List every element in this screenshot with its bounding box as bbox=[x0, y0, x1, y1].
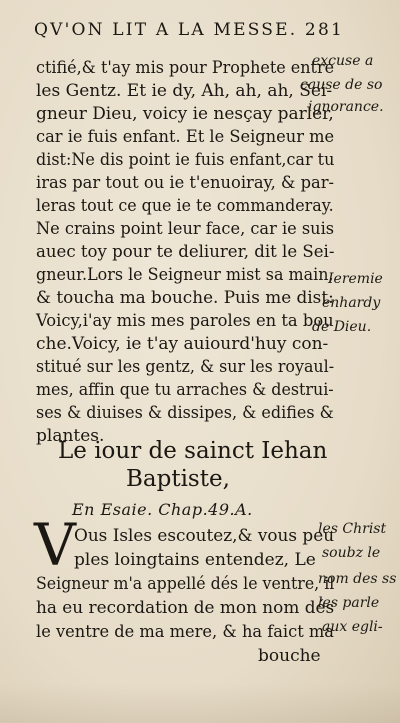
text-line: car ie fuis enfant. Et le Seigneur me bbox=[36, 127, 335, 147]
text-line: ctifié,& t'ay mis pour Prophete entre bbox=[36, 58, 335, 78]
section-heading-cont: Baptiste, bbox=[126, 466, 230, 492]
margin-note: aux egli- bbox=[322, 619, 383, 635]
margin-note: ignorance. bbox=[308, 99, 384, 115]
margin-note: les parle bbox=[318, 595, 380, 611]
text-line: gneur Dieu, voicy ie nesçay parler, bbox=[36, 104, 334, 124]
text-line: iras par tout ou ie t'enuoiray, & par- bbox=[36, 173, 335, 193]
text-line: dist:Ne dis point ie fuis enfant,car tu bbox=[36, 150, 335, 170]
text-line: che.Voicy, ie t'ay auiourd'huy con- bbox=[36, 334, 329, 354]
text-line: les Gentz. Et ie dy, Ah, ah, ah, Sei- bbox=[36, 81, 333, 101]
text-line: ses & diuises & dissipes, & edifies & bbox=[36, 403, 334, 423]
running-head: QV'ON LIT A LA MESSE. 281 bbox=[34, 20, 344, 40]
reading-line: Ous Isles escoutez,& vous peu bbox=[74, 526, 335, 546]
margin-note: de Dieu. bbox=[312, 319, 372, 335]
text-line: mes, affin que tu arraches & destrui- bbox=[36, 380, 334, 400]
text-line: leras tout ce que ie te commanderay. bbox=[36, 196, 334, 216]
reading-line: Seigneur m'a appellé dés le ventre, il bbox=[36, 574, 335, 594]
reading-line: ples loingtains entendez, Le bbox=[74, 550, 316, 570]
drop-cap: V bbox=[34, 511, 76, 579]
text-line: plantes. bbox=[36, 426, 105, 446]
page-shadow bbox=[0, 683, 400, 723]
margin-note: enhardy bbox=[322, 295, 381, 311]
margin-note: soubz le bbox=[322, 545, 381, 561]
scripture-citation: En Esaie. Chap.49.A. bbox=[72, 500, 253, 519]
text-line: Ne crains point leur face, car ie suis bbox=[36, 219, 335, 239]
margin-note: excuse a bbox=[312, 53, 374, 69]
section-heading: Le iour de sainct Iehan bbox=[58, 438, 328, 464]
margin-note: Ieremie bbox=[328, 271, 383, 287]
text-line: gneur.Lors le Seigneur mist sa main, bbox=[36, 265, 334, 285]
catchword: bouche bbox=[258, 646, 321, 666]
reading-line: le ventre de ma mere, & ha faict ma bbox=[36, 622, 334, 642]
margin-note: cause de so bbox=[300, 77, 383, 93]
margin-note: nom des ss bbox=[318, 571, 397, 587]
text-line: Voicy,i'ay mis mes paroles en ta bou bbox=[36, 311, 334, 331]
margin-note: les Christ bbox=[318, 521, 387, 537]
text-line: & toucha ma bouche. Puis me dist: bbox=[36, 288, 334, 308]
text-line: stitué sur les gentz, & sur les royaul- bbox=[36, 357, 335, 377]
reading-line: ha eu recordation de mon nom dés bbox=[36, 598, 335, 618]
text-line: auec toy pour te deliurer, dit le Sei- bbox=[36, 242, 335, 262]
